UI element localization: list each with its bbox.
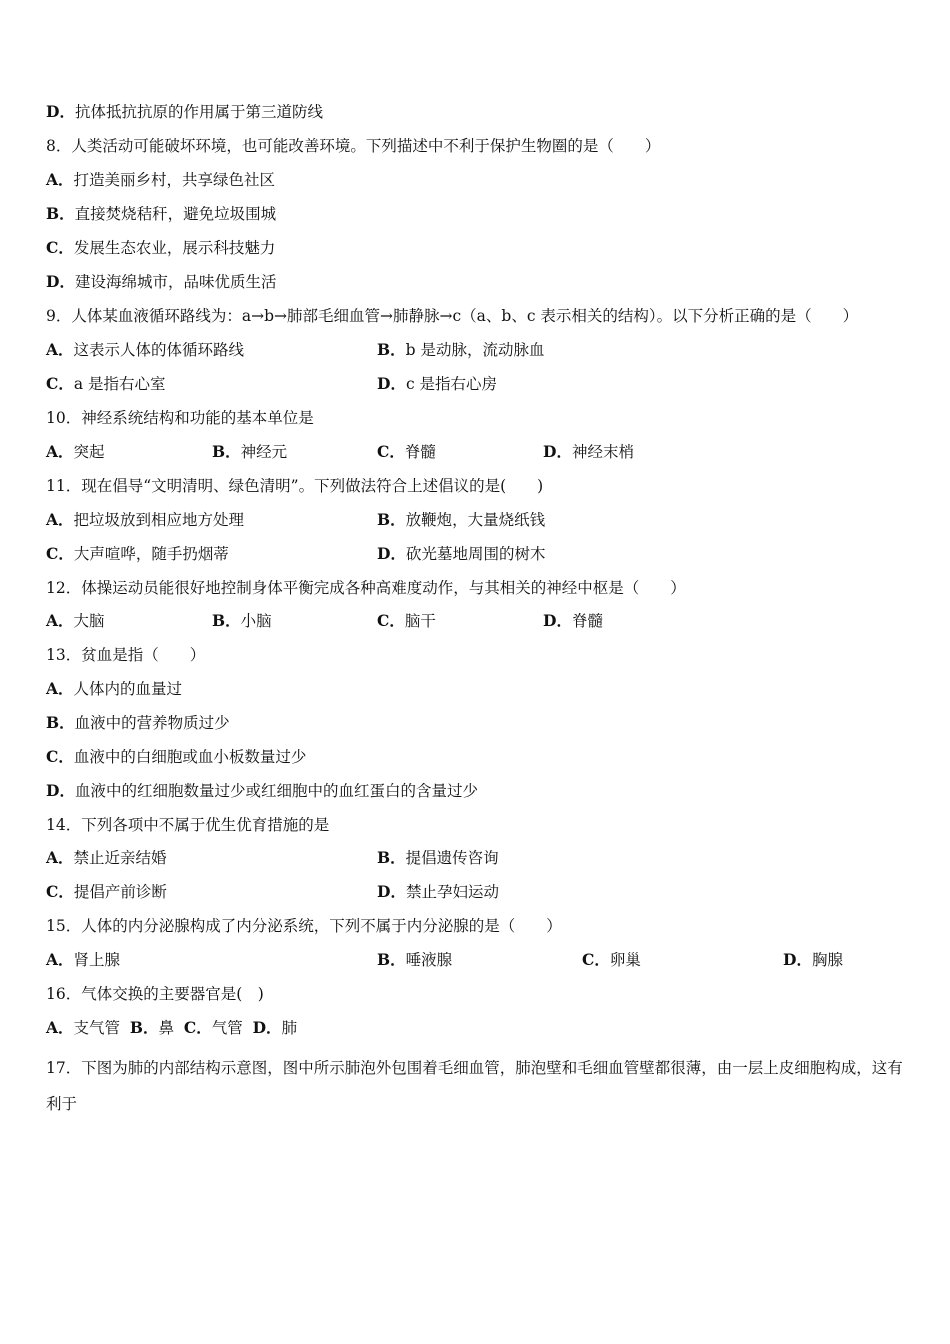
q8-stem: 8．人类活动可能破坏环境，也可能改善环境。下列描述中不利于保护生物圈的是（ ） [46,137,661,155]
q12-option-c: C．脑干 [377,611,436,630]
q15-stem: 15．人体的内分泌腺构成了内分泌系统，下列不属于内分泌腺的是（ ） [46,917,562,935]
q13-option-d: D．血液中的红细胞数量过少或红细胞中的血红蛋白的含量过少 [46,781,478,800]
q15-option-b: B．唾液腺 [377,950,453,969]
q12-option-d: D．脊髓 [543,611,603,630]
q9-option-d: D．c 是指右心房 [377,374,498,393]
q13-option-c: C．血液中的白细胞或血小板数量过少 [46,747,307,766]
q8-option-c: C．发展生态农业，展示科技魅力 [46,238,276,257]
q9-option-c: C．a 是指右心室 [46,374,166,393]
q11-option-c: C．大声喧哗，随手扔烟蒂 [46,544,229,563]
q11-stem: 11．现在倡导“文明清明、绿色清明”。下列做法符合上述倡议的是( ) [46,477,544,495]
q10-option-b: B．神经元 [212,442,288,461]
q15-option-c: C．卵巢 [582,950,641,969]
q10-option-d: D．神经末梢 [543,442,634,461]
q9-stem: 9．人体某血液循环路线为：a→b→肺部毛细血管→肺静脉→c（a、b、c 表示相关的结构）。以下分析正确的是（ ） [46,307,859,325]
q11-option-a: A．把垃圾放到相应地方处理 [46,510,245,529]
q10-option-c: C．脊髓 [377,442,436,461]
q13-option-a: A．人体内的血量过 [46,679,183,698]
q14-option-d: D．禁止孕妇运动 [377,882,499,901]
q12-stem: 12．体操运动员能很好地控制身体平衡完成各种高难度动作，与其相关的神经中枢是（ ） [46,579,686,597]
q10-option-a: A．突起 [46,442,105,461]
q12-option-a: A．大脑 [46,611,105,630]
q11-option-d: D．砍光墓地周围的树木 [377,544,546,563]
q14-stem: 14．下列各项中不属于优生优育措施的是 [46,816,330,834]
q12-option-b: B．小脑 [212,611,272,630]
q8-option-a: A．打造美丽乡村，共享绿色社区 [46,170,276,189]
q9-option-a: A．这表示人体的体循环路线 [46,340,245,359]
q11-option-b: B．放鞭炮，大量烧纸钱 [377,510,546,529]
q13-stem: 13．贫血是指（ ） [46,646,206,664]
q13-option-b: B．血液中的营养物质过少 [46,713,230,732]
q16-stem: 16．气体交换的主要器官是( ) [46,985,264,1003]
q8-option-b: B．直接焚烧秸秆，避免垃圾围城 [46,204,277,223]
q10-stem: 10．神经系统结构和功能的基本单位是 [46,409,314,427]
q7-option-d: D．抗体抵抗抗原的作用属于第三道防线 [46,102,323,121]
q15-option-a: A．肾上腺 [46,950,121,969]
q16-options: A．支气管 B．鼻 C．气管 D．肺 [46,1018,298,1037]
q14-option-c: C．提倡产前诊断 [46,882,167,901]
q9-option-b: B．b 是动脉，流动脉血 [377,340,545,359]
q14-option-a: A．禁止近亲结婚 [46,848,167,867]
q17-stem: 17．下图为肺的内部结构示意图，图中所示肺泡外包围着毛细血管，肺泡壁和毛细血管壁都很薄，由一层上皮细胞构成，这有利于 [46,1059,903,1113]
q14-option-b: B．提倡遗传咨询 [377,848,499,867]
q8-option-d: D．建设海绵城市，品味优质生活 [46,272,277,291]
q15-option-d: D．胸腺 [783,950,843,969]
